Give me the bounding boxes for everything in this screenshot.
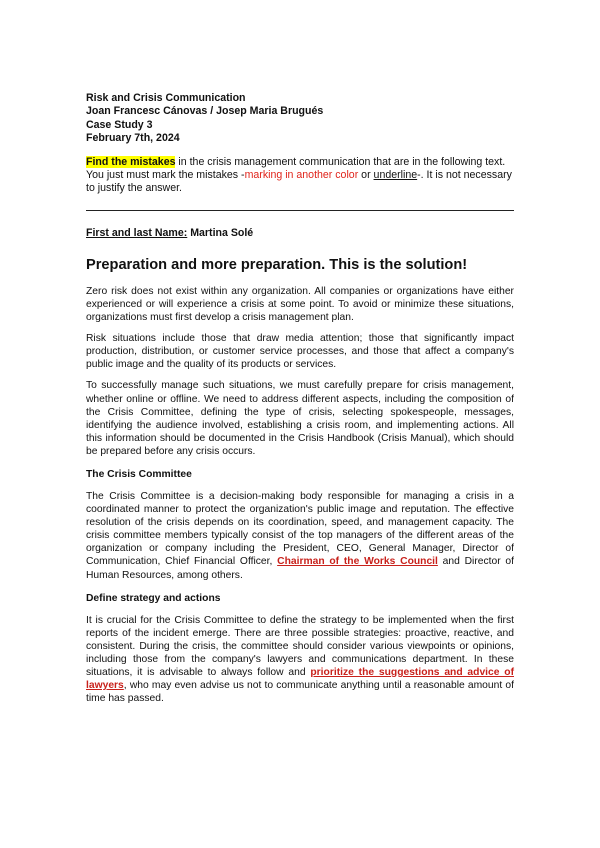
instruction-text-2: or	[358, 169, 374, 182]
heading-define-strategy: Define strategy and actions	[86, 592, 221, 604]
student-name-label: First and last Name:	[86, 226, 188, 239]
paragraph-risk-situations: Risk situations include those that draw media attention; those that significantly impact production, distribution, or customer service processes, and those that affect a company's public image and the quality of its products or services.	[86, 333, 514, 371]
marked-mistake-lawyers: prioritize the suggestions and advice of lawyers	[86, 667, 514, 692]
article-title: Preparation and more preparation. This is the solution!	[86, 256, 468, 273]
authors: Joan Francesc Cánovas / Josep Maria Brugués	[86, 105, 324, 118]
header-block	[86, 92, 514, 146]
marked-mistake-works-council: Chairman of the Works Council	[277, 556, 438, 568]
horizontal-divider	[86, 210, 514, 211]
instruction-highlight: Find the mistakes	[86, 155, 176, 168]
student-name-line	[86, 227, 514, 239]
instruction-underlined-text: underline	[373, 169, 418, 182]
student-name: Martina Solé	[187, 226, 254, 239]
instruction-text-3: -. It is not necessary to justify the answer.	[86, 169, 512, 195]
instruction-colored-text: marking in another color	[244, 169, 359, 182]
strategy-text-2: , who may even advise us not to communicate anything until a reasonable amount of time has passed.	[86, 680, 514, 705]
heading-crisis-committee: The Crisis Committee	[86, 468, 192, 480]
course-title: Risk and Crisis Communication	[86, 92, 246, 104]
instructions-paragraph	[86, 156, 514, 196]
case-study-label: Case Study 3	[86, 118, 153, 131]
paragraph-preparation: To successfully manage such situations, we must carefully prepare for crisis management, whether online or offline. We need to address different aspects, including the composition of the Crisis Committee, defining the type of crisis, selecting spokespeople, messages, identifying the audience involved, establishing a crisis room, and implementing actions. All this information should be documented in the Crisis Handbook (Crisis Manual), which should be prepared before any crisis occurs.	[86, 380, 514, 457]
document-date: February 7th, 2024	[86, 132, 180, 145]
committee-text-2: and Director of Human Resources, among others.	[86, 556, 514, 581]
paragraph-define-strategy	[86, 614, 514, 706]
committee-text-1: The Crisis Committee is a decision-making body responsible for managing a crisis in a coordinated manner to protect the organization's public image and reputation. The effective resolution of the crisis depends on its coordination, speed, and management capacity. The crisis committee members typically consist of the top managers of the different areas of the organization or company including the President, CEO, General Manager, Director of Communication, Chief Financial Officer,	[86, 490, 514, 568]
document-body	[86, 92, 514, 705]
instruction-text-1: in the crisis management communication that are in the following text. You just must mark the mistakes -	[86, 155, 506, 182]
strategy-text-1: It is crucial for the Crisis Committee to define the strategy to be implemented when the first reports of the incident emerge. There are three possible strategies: proactive, reactive, and consistent. During the crisis, the committee should consider various viewpoints or opinions, including those from the company's lawyers and communications department. In these situations, it is advisable to always follow and	[86, 614, 514, 678]
paragraph-crisis-committee	[86, 490, 514, 582]
paragraph-zero-risk: Zero risk does not exist within any organization. All companies or organizations have either experienced or will experience a crisis at some point. To avoid or minimize these situations, organizations must first develop a crisis management plan.	[86, 285, 514, 324]
